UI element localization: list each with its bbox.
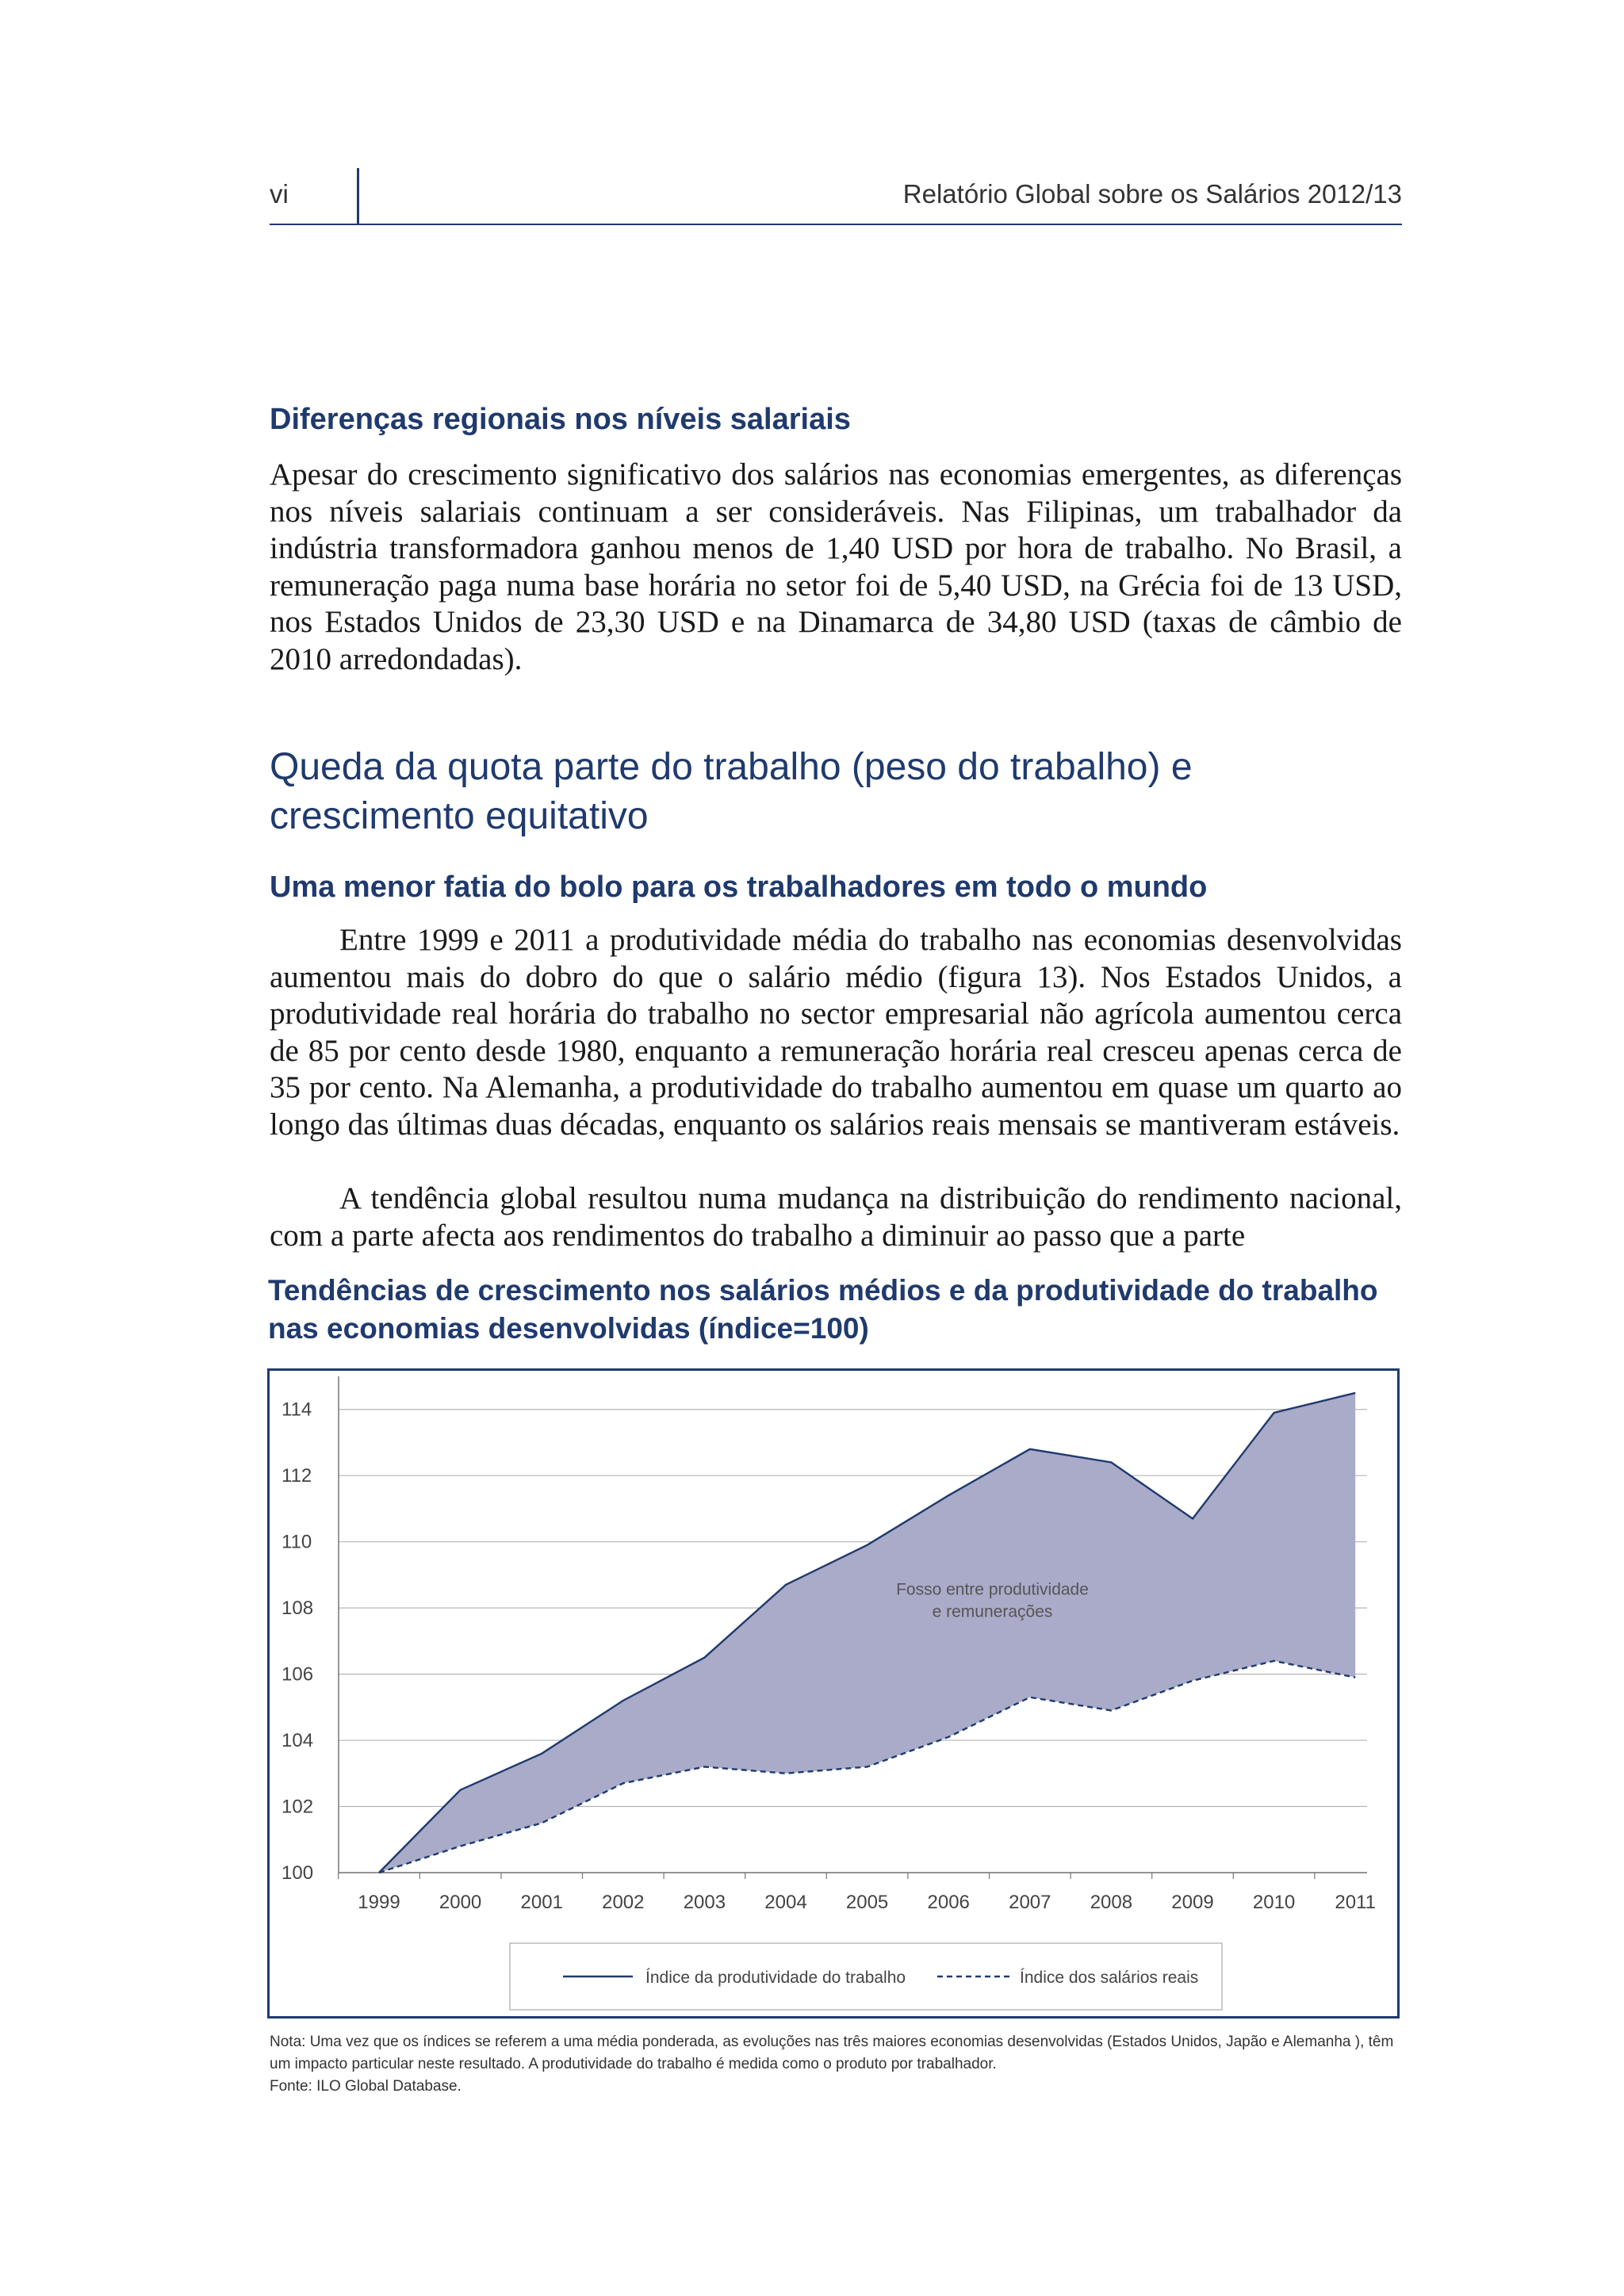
legend-productivity-label: Índice da produtividade do trabalho <box>645 1969 906 1987</box>
subheading-smaller-slice: Uma menor fatia do bolo para os trabalhadores em todo o mundo <box>270 871 1208 904</box>
y-tick-label-104: 104 <box>282 1730 314 1752</box>
figure-title: Tendências de crescimento nos salários médios e da produtividade do trabalho nas economias desenvolvidas (índice=100) <box>268 1274 1378 1345</box>
paragraph-productivity: Entre 1999 e 2011 a produtividade média do trabalho nas economias desenvolvidas aumentou mais do dobro do que o salário médio (figura 13). Nos Estados Unidos, a produtividade real horária do trabalho no sector empresarial não agrícola aumentou cerca de 85 por cento desde 1980, enquanto a remuneração horária real cresceu apenas cerca de 35 por cento. Na Alemanha, a produtividade do trabalho aumentou em quase um quarto ao longo das últimas duas décadas, enquanto os salários reais mensais se mantiveram estáveis. <box>270 923 1402 1142</box>
productivity-wages-chart <box>267 1368 1400 2019</box>
figure-source: Fonte: ILO Global Database. <box>270 2078 462 2095</box>
y-tick-label-102: 102 <box>282 1796 314 1818</box>
annotation-line-2: e remunerações <box>932 1602 1053 1621</box>
x-tick-label-2001: 2001 <box>520 1892 563 1913</box>
x-tick-label-2008: 2008 <box>1090 1892 1133 1913</box>
x-tick-label-2004: 2004 <box>764 1892 807 1913</box>
page-number: vi <box>270 179 289 209</box>
y-tick-label-110: 110 <box>282 1531 312 1553</box>
y-tick-label-108: 108 <box>282 1598 314 1620</box>
header-divider <box>357 168 359 225</box>
chart-container <box>267 1368 1400 2019</box>
x-tick-label-2002: 2002 <box>602 1892 645 1913</box>
x-tick-label-2011: 2011 <box>1335 1892 1377 1913</box>
x-tick-label-2009: 2009 <box>1171 1892 1214 1913</box>
legend-wages-label: Índice dos salários reais <box>1020 1969 1199 1987</box>
figure-notes <box>270 2031 1404 2098</box>
x-tick-label-2005: 2005 <box>845 1892 889 1913</box>
header-rule <box>270 224 1402 225</box>
x-tick-label-1999: 1999 <box>358 1892 400 1913</box>
y-tick-label-114: 114 <box>282 1399 312 1421</box>
section-heading-labour-share: Queda da quota parte do trabalho (peso do trabalho) e crescimento equitativo <box>270 746 1193 837</box>
annotation-line-1: Fosso entre produtividade <box>896 1580 1089 1599</box>
paragraph-global-trend: A tendência global resultou numa mudança na distribuição do rendimento nacional, com a parte afecta aos rendimentos do trabalho a diminuir ao passo que a parte <box>270 1181 1402 1253</box>
x-tick-label-2006: 2006 <box>927 1892 970 1913</box>
paragraph-regional: Apesar do crescimento significativo dos salários nas economias emergentes, as diferenças nos níveis salariais continuam a ser consideráveis. Nas Filipinas, um trabalhador da indústria transformadora ganhou menos de 1,40 USD por hora de trabalho. No Brasil, a remuneração paga numa base horária no setor foi de 5,40 USD, na Grécia foi de 13 USD, nos Estados Unidos de 23,30 USD e na Dinamarca de 34,80 USD (taxas de câmbio de 2010 arredondadas). <box>270 457 1402 676</box>
figure-note: Nota: Uma vez que os índices se referem a uma média ponderada, as evoluções nas três maiores economias desenvolvidas (Estados Unidos, Japão e Alemanha ), têm um impacto particular neste resultado. A produtividade do trabalho é medida como o produto por trabalhador. <box>270 2034 1394 2072</box>
running-title: Relatório Global sobre os Salários 2012/13 <box>902 179 1402 209</box>
x-tick-label-2003: 2003 <box>683 1892 726 1913</box>
x-tick-label-2000: 2000 <box>439 1892 482 1913</box>
section-heading-regional: Diferenças regionais nos níveis salariais <box>270 403 851 436</box>
x-tick-label-2007: 2007 <box>1009 1892 1051 1913</box>
y-tick-label-106: 106 <box>282 1663 314 1686</box>
chart-legend <box>510 1943 1222 2010</box>
x-tick-label-2010: 2010 <box>1252 1892 1296 1913</box>
y-tick-label-112: 112 <box>282 1465 312 1487</box>
y-tick-label-100: 100 <box>282 1862 314 1884</box>
